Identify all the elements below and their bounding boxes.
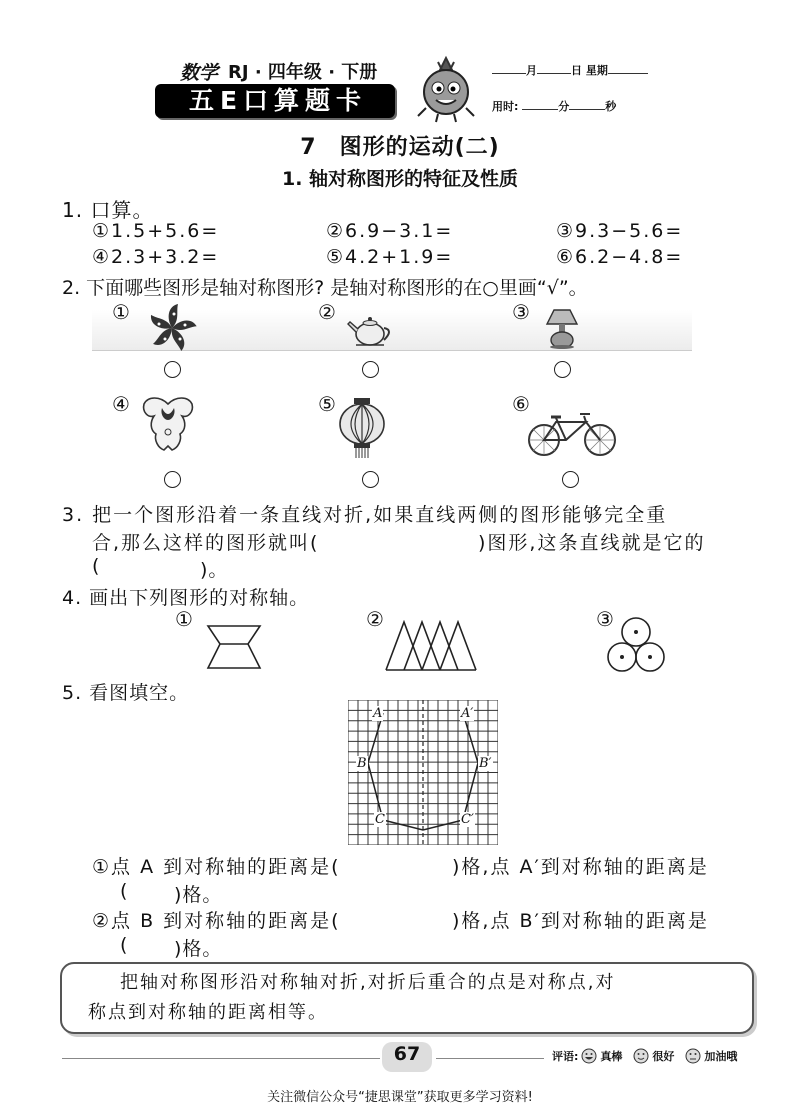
q3-blank-2[interactable] [104, 555, 200, 579]
q4-label: 4. 画出下列图形的对称轴。 [62, 587, 310, 609]
q4-num-2: ② [366, 607, 384, 631]
q1-item-1: ①1.5+5.6= [92, 220, 220, 242]
q1-item-4: ④2.3+3.2= [92, 246, 220, 268]
day-blank[interactable] [537, 73, 571, 74]
eval-cheer: 加油哦 [704, 1050, 738, 1063]
eval-label: 评语: [552, 1050, 579, 1063]
date-line [492, 62, 648, 78]
figure-num-2: ② [318, 300, 336, 324]
tip-line1: 把轴对称图形沿对称轴对折,对折后重合的点是对称点,对 [120, 972, 616, 993]
q5-label: 5. 看图填空。 [62, 682, 190, 704]
q5-blank-3[interactable] [392, 906, 448, 930]
footer-rule-right [436, 1058, 544, 1059]
q5-blank-2[interactable] [132, 880, 172, 904]
eval-great: 真棒 [600, 1050, 623, 1063]
mascot-icon [410, 52, 482, 124]
point-label-B: B [357, 756, 367, 771]
q5-s1d: )格。 [174, 884, 223, 906]
q1-item-2: ②6.9−3.1= [326, 220, 454, 242]
minute-label: 分 [558, 100, 570, 113]
q3-line2b: )图形,这条直线就是它的 [478, 532, 706, 554]
month-label: 月 [526, 64, 537, 77]
second-label: 秒 [605, 100, 617, 113]
answer-circle-5[interactable] [362, 471, 379, 488]
q1-item-5: ⑤4.2+1.9= [326, 246, 454, 268]
q4-num-1: ① [175, 607, 193, 631]
answer-circle-1[interactable] [164, 361, 181, 378]
q5-s2a: ②点 B 到对称轴的距离是( [92, 910, 341, 932]
q3-line3b: )。 [200, 559, 229, 581]
great-face-icon[interactable] [581, 1048, 597, 1064]
time-label: 用时: [492, 100, 519, 113]
brand-title: 五E口算题卡 [188, 86, 368, 115]
table-lamp-icon [544, 306, 580, 350]
teapot-icon [344, 310, 396, 348]
week-label: 星期 [585, 64, 608, 77]
three-circles-shape[interactable] [604, 616, 668, 674]
q5-s2d: )格。 [174, 938, 223, 960]
month-blank[interactable] [492, 73, 526, 74]
answer-circle-6[interactable] [562, 471, 579, 488]
figure-num-1: ① [112, 300, 130, 324]
point-label-B-prime: B′ [479, 756, 492, 771]
figure-num-5: ⑤ [318, 392, 336, 416]
promo-text: 关注微信公众号“捷思课堂”获取更多学习资料! [267, 1090, 533, 1105]
figure-num-4: ④ [112, 392, 130, 416]
q3-blank-1[interactable] [372, 528, 472, 552]
answer-circle-2[interactable] [362, 361, 379, 378]
second-blank[interactable] [569, 109, 605, 110]
edition-label: RJ · 四年级 · 下册 [228, 62, 378, 83]
evaluation-row [552, 1048, 737, 1064]
point-label-A: A [373, 706, 383, 721]
answer-circle-3[interactable] [554, 361, 571, 378]
good-face-icon[interactable] [633, 1048, 649, 1064]
answer-circle-4[interactable] [164, 471, 181, 488]
q2-label: 2. 下面哪些图形是轴对称图形? 是轴对称图形的在○里画“√”。 [62, 277, 588, 299]
header [0, 0, 800, 125]
q1-item-6: ⑥6.2−4.8= [556, 246, 684, 268]
time-line [492, 98, 616, 114]
point-label-A-prime: A′ [461, 706, 474, 721]
subject-label: 数学 [180, 62, 219, 84]
q5-blank-1[interactable] [392, 852, 448, 876]
bird-emblem-icon [140, 392, 196, 454]
q5-s2b: )格,点 B′到对称轴的距离是 [452, 910, 709, 932]
figure-num-6: ⑥ [512, 392, 530, 416]
q1-label: 1. 口算。 [62, 198, 154, 222]
figure-num-3: ③ [512, 300, 530, 324]
point-label-C-prime: C′ [461, 812, 474, 827]
q3-line2a: 合,那么这样的图形就叫( [92, 532, 320, 554]
q5-blank-4[interactable] [132, 934, 172, 958]
week-blank[interactable] [608, 73, 648, 74]
hourglass-shape[interactable] [204, 624, 264, 670]
q5-s1b: )格,点 A′到对称轴的距离是 [452, 856, 709, 878]
bauhinia-flower-icon [143, 302, 201, 354]
symmetry-grid [348, 700, 498, 845]
eval-good: 很好 [652, 1050, 675, 1063]
cheer-face-icon[interactable] [685, 1048, 701, 1064]
q3-line3a: ( [92, 555, 101, 577]
minute-blank[interactable] [522, 109, 558, 110]
triangles-shape[interactable] [384, 620, 480, 672]
point-label-C: C [375, 812, 385, 827]
section-title: 1. 轴对称图形的特征及性质 [281, 168, 519, 190]
chapter-title: 7 图形的运动(二) [300, 135, 500, 160]
lantern-icon [338, 396, 386, 460]
footer-rule-left [62, 1058, 380, 1059]
q5-s1a: ①点 A 到对称轴的距离是( [92, 856, 341, 878]
q4-num-3: ③ [596, 607, 614, 631]
page-number: 67 [393, 1043, 421, 1065]
q5-s1c: ( [120, 880, 129, 902]
q5-s2c: ( [120, 934, 129, 956]
q3-line1: 3. 把一个图形沿着一条直线对折,如果直线两侧的图形能够完全重 [62, 504, 668, 526]
day-label: 日 [571, 64, 582, 77]
q1-item-3: ③9.3−5.6= [556, 220, 684, 242]
tip-line2: 称点到对称轴的距离相等。 [88, 1002, 328, 1023]
bicycle-icon [526, 408, 618, 458]
